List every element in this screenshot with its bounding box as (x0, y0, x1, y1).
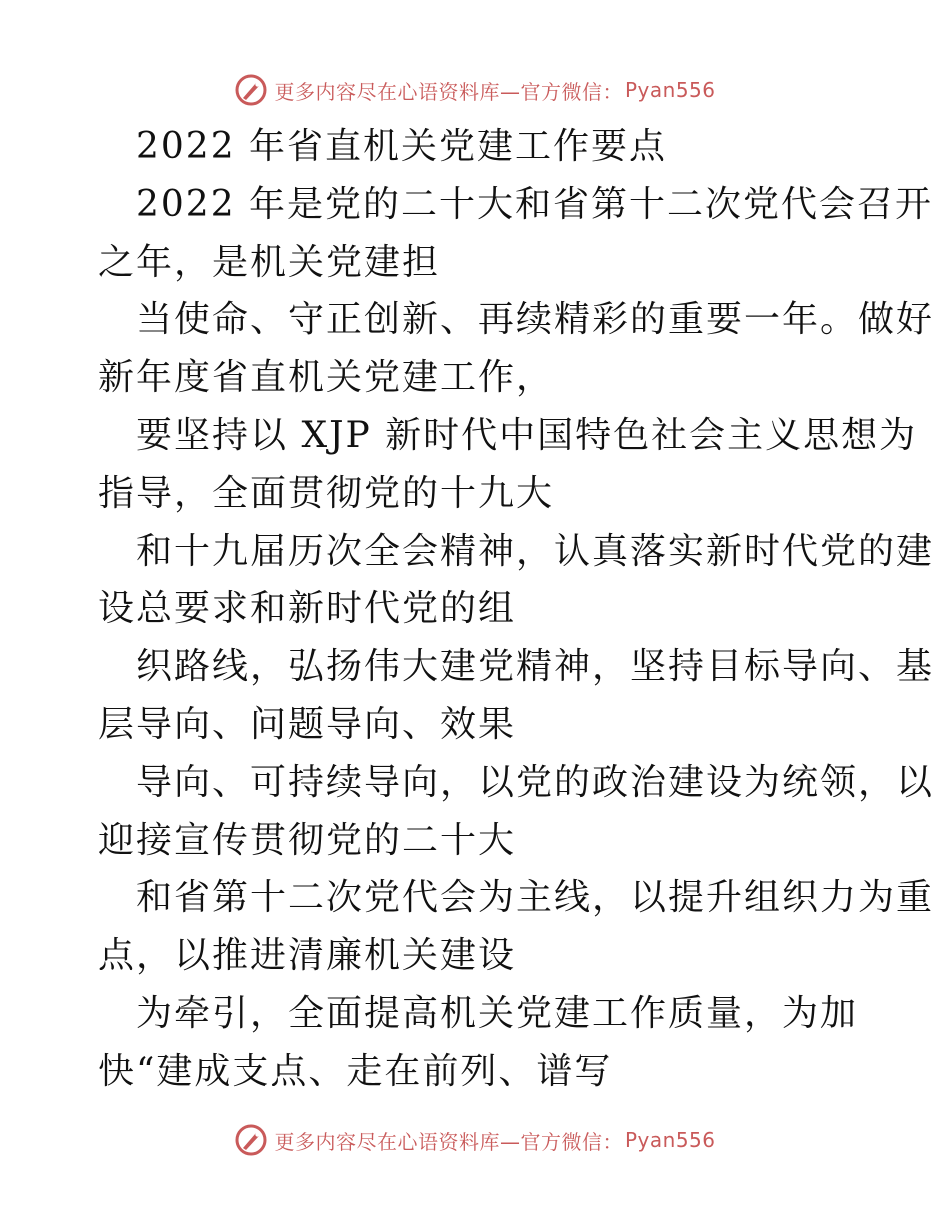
text-line: 和省第十二次党代会为主线，以提升组织力为重 (136, 877, 935, 919)
watermark-handle: Pyan556 (624, 1128, 716, 1152)
text-line: 点，以推进清廉机关建设 (98, 935, 517, 977)
document-title: 2022 年省直机关党建工作要点 (136, 126, 668, 167)
footer-watermark (0, 1120, 950, 1160)
text-line: 快“建成支点、走在前列、谱写 (98, 1050, 613, 1092)
text-line: 新年度省直机关党建工作， (98, 357, 555, 399)
text-line: 层导向、问题导向、效果 (98, 703, 517, 745)
text-line: 设总要求和新时代党的组 (98, 588, 517, 630)
text-line: 导向、可持续导向，以党的政治建设为统领，以 (136, 761, 935, 803)
watermark-text: 更多内容尽在心语资料库—官方微信： (274, 79, 623, 104)
text-line: 之年，是机关党建担 (98, 241, 441, 283)
document-body (98, 118, 935, 1101)
pen-nib-logo-icon (234, 73, 268, 107)
text-line: 和十九届历次全会精神，认真落实新时代党的建 (136, 530, 935, 572)
text-line: 当使命、守正创新、再续精彩的重要一年。做好 (136, 299, 935, 341)
text-line: 迎接宣传贯彻党的二十大 (98, 819, 517, 861)
text-line: 织路线，弘扬伟大建党精神，坚持目标导向、基 (136, 646, 935, 688)
header-watermark (0, 70, 950, 110)
text-line: 指导，全面贯彻党的十九大 (98, 472, 555, 514)
pen-nib-logo-icon (234, 1123, 268, 1157)
text-line: 2022 年是党的二十大和省第十二次党代会召开 (136, 183, 934, 225)
watermark-text: 更多内容尽在心语资料库—官方微信： (274, 1129, 623, 1154)
text-line: 为牵引，全面提高机关党建工作质量，为加 (136, 992, 859, 1034)
watermark-handle: Pyan556 (624, 78, 716, 102)
text-line: 要坚持以 XJP 新时代中国特色社会主义思想为 (136, 414, 918, 456)
